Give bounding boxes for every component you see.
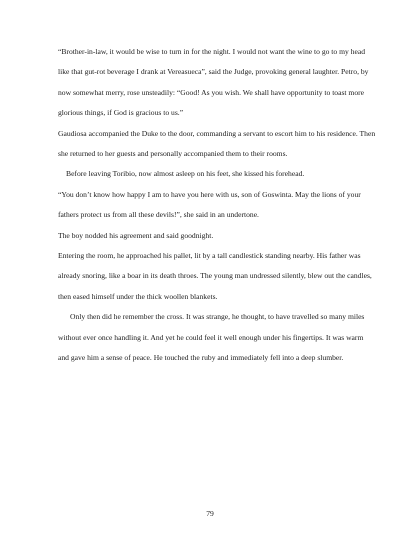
paragraph-kiss-forehead: Before leaving Toribio, now almost asleep on his feet, she kissed his forehead. xyxy=(66,169,305,179)
paragraph-entering-room: Entering the room, he approached his pallet, lit by a tall candlestick standing nearby. His father was already snoring, like a boar in its death throes. The young man undressed silently, blew out the candles, then eased himself under the thick woollen blankets. xyxy=(58,251,372,301)
paragraph-goswinta-speech: “You don’t know how happy I am to have you here with us, son of Goswinta. May the lions of your fathers protect us from all these devils!”, she said in an undertone. xyxy=(58,189,361,220)
paragraph-judge-speech: “Brother-in-law, it would be wise to turn in for the night. I would not want the wine to go to my head like that gut-rot beverage I drank at Vereasueca”, said the Judge, provoking general laughter. Petro, by now somewhat merry, rose unsteadily: “Good! As you wish. We shall have opportunity to toast more glorious things, if God is gracious to us.” xyxy=(58,47,369,118)
paragraph-gaudiosa-escort: Gaudiosa accompanied the Duke to the door, commanding a servant to escort him to his residence. Then she returned to her guests and personally accompanied them to their rooms. xyxy=(58,128,376,159)
page-number: 79 xyxy=(206,509,214,518)
body-text xyxy=(58,42,376,369)
paragraph-remember-cross: Only then did he remember the cross. It was strange, he thought, to have travelled so many miles without ever once handling it. And yet he could feel it well enough under his fingertips. It was warm and gave him a sense of peace. He touched the ruby and immediately fell into a deep slumber. xyxy=(58,312,365,363)
paragraph-boy-nodded: The boy nodded his agreement and said goodnight. xyxy=(58,230,214,240)
